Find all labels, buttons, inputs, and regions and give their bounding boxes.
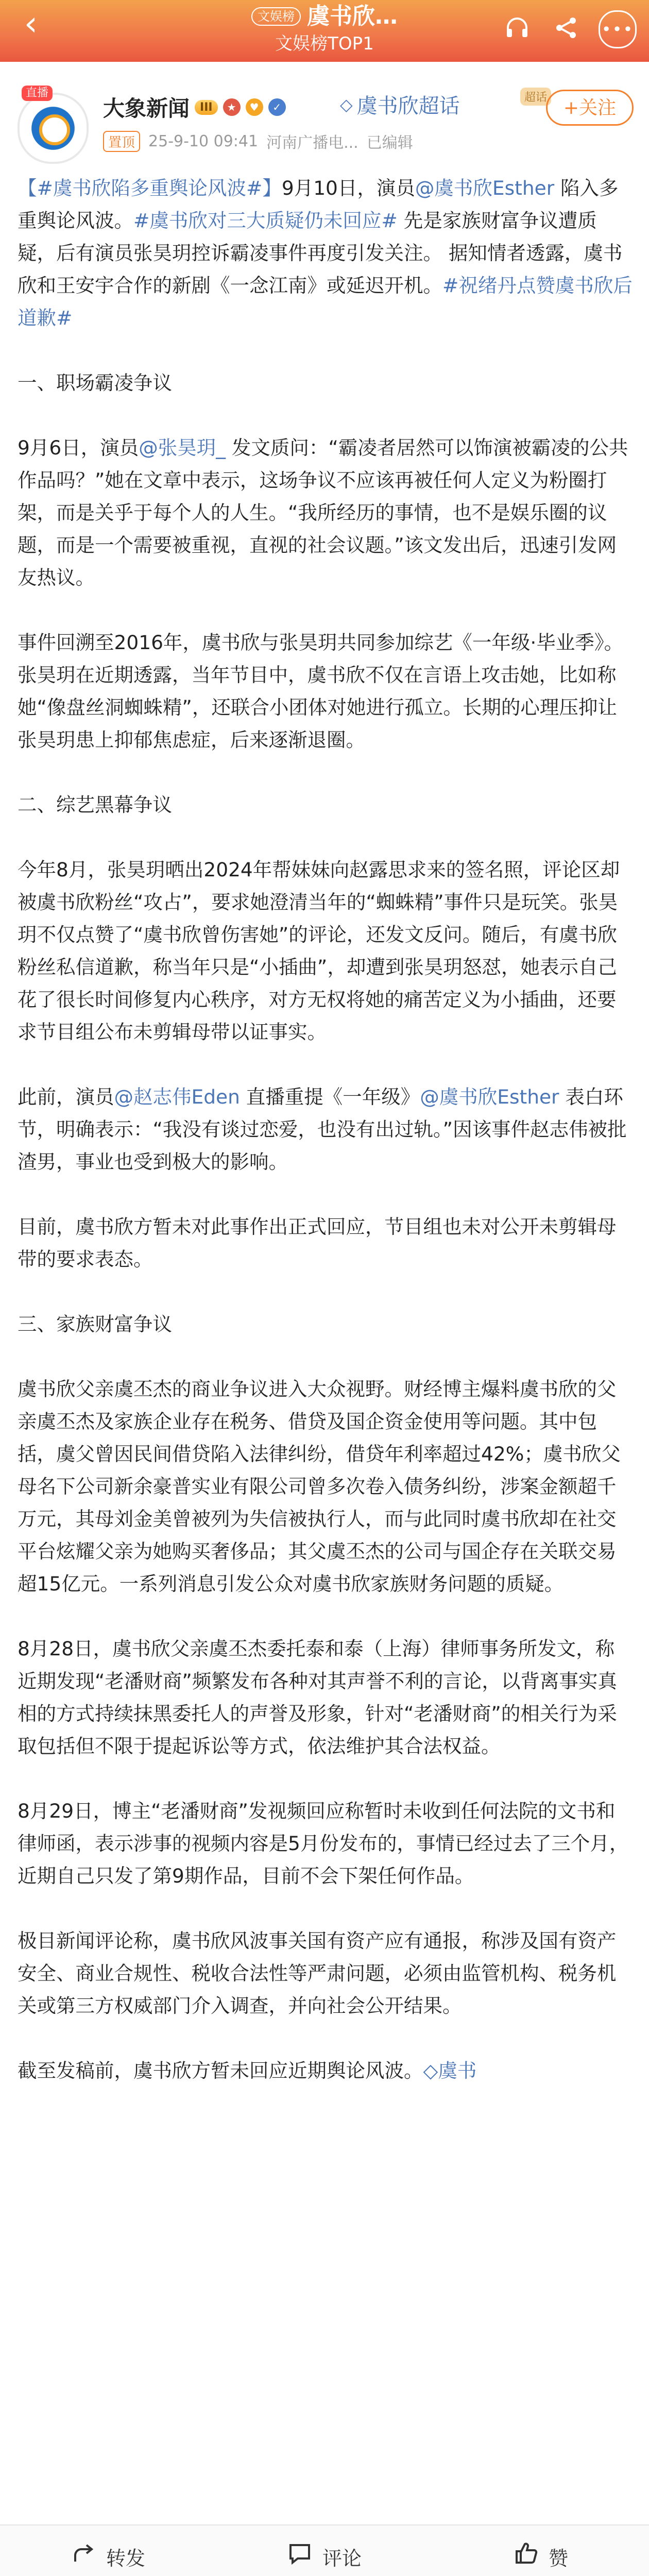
avatar[interactable] (18, 93, 89, 164)
rank-subtitle[interactable]: 文娱榜TOP1 (275, 33, 374, 54)
repost-button[interactable] (0, 2526, 216, 2576)
repost-icon (71, 2541, 96, 2572)
inline-link[interactable]: #虞书欣对三大质疑仍未回应# (133, 209, 398, 232)
inline-text: 发文质问：“霸凌者居然可以饰演被霸凌的公共作品吗？”她在文章中表示，这场争议不应该再被任何人定义为粉圈打架，而是关乎于每个人的人生。“我所经历的事情，也不是娱乐圈的议题，而是一个需要被重视，直视的社会议题。”该文发出后，迅速引发网友热议。 (18, 436, 628, 589)
fan-badge-icon: ♥ (246, 98, 263, 116)
inline-text: 此前，演员 (18, 1086, 114, 1108)
post-header (0, 67, 649, 170)
section-title-1: 一、职场霸凌争议 (18, 371, 172, 394)
level-badge: III (195, 100, 218, 115)
avatar-logo (39, 114, 70, 145)
paragraph-6: 虞书欣父亲虞丕杰的商业争议进入大众视野。财经博主爆料虞书欣的父亲虞丕杰及家族企业存在税务、借贷及国企资金使用等问题。其中包括，虞父曾因民间借贷陷入法律纠纷，借贷年利率超过42%；虞书欣父母名下公司新余豪普实业有限公司曾多次卷入债务纠纷，涉案金额超千万元，其母刘金美曾被列为失信被执行人，而与此同时虞书欣却在社交平台炫耀父亲为她购买奢侈品；其父虞丕杰的公司与国企存在关联交易超15亿元。一系列消息引发公众对虞书欣家族财务问题的质疑。 (18, 1378, 621, 1595)
share-icon[interactable] (549, 10, 584, 45)
listen-icon[interactable] (500, 10, 535, 45)
paragraph-5: 目前，虞书欣方暂未对此事作出正式回应，节目组也未对公开未剪辑母带的要求表态。 (18, 1215, 617, 1270)
paragraph-10 (18, 2055, 634, 2087)
inline-link[interactable]: @虞书欣Esther (420, 1086, 559, 1108)
page-title: 虞书欣… (307, 3, 398, 29)
edited-label: 已编辑 (366, 134, 413, 152)
author-name[interactable]: 大象新闻 (103, 96, 190, 121)
inline-link[interactable]: ◇虞书 (423, 2059, 477, 2082)
medal-icon: ★ (223, 98, 241, 116)
back-arrow-icon[interactable]: ‹ (24, 4, 38, 43)
paragraph-2: 事件回溯至2016年，虞书欣与张昊玥共同参加综艺《一年级·毕业季》。张昊玥在近期透露，当年节目中，虞书欣不仅在言语上攻击她，比如称她“像盘丝洞蜘蛛精”，还联合小团体对她进行孤立。长期的心理压抑让张昊玥患上抑郁焦虑症，后来逐渐退圈。 (18, 631, 624, 751)
follow-tag: 超话 (520, 88, 551, 106)
verified-icon: ✓ (268, 98, 286, 116)
post-body (18, 172, 634, 2087)
category-badge: 文娱榜 (251, 7, 301, 26)
section-title-3: 三、家族财富争议 (18, 1313, 172, 1335)
super-topic-icon: ◇ (340, 94, 353, 114)
inline-text: 9月10日，演员 (281, 177, 415, 199)
pinned-badge: 置顶 (103, 131, 140, 152)
inline-link[interactable]: @虞书欣Esther (415, 177, 555, 199)
bottom-action-bar (0, 2524, 649, 2576)
paragraph-3: 今年8月，张昊玥晒出2024年帮妹妹向赵露思求来的签名照，评论区却被虞书欣粉丝“攻占”，要求她澄清当年的“蜘蛛精”事件只是玩笑。张昊玥不仅点赞了“虞书欣曾伤害她”的评论，还发文反问。随后，有虞书欣粉丝私信道歉，称当年只是“小插曲”，却遭到张昊玥怒怼，她表示自己花了很长时间修复内心秩序，对方无权将她的痛苦定义为小插曲，还要求节目组公布未剪辑母带以证事实。 (18, 858, 620, 1043)
repost-label: 转发 (106, 2547, 145, 2570)
paragraph-9: 极目新闻评论称，虞书欣风波事关国有资产应有通报，称涉及国有资产安全、商业合规性、税收合法性等严肃问题，必须由监管机构、税务机关或第三方权威部门介入调查，并向社会公开结果。 (18, 1929, 617, 2017)
paragraph-4 (18, 1081, 634, 1178)
follow-button[interactable]: +关注 (546, 90, 634, 126)
inline-link[interactable]: 【#虞书欣陷多重舆论风波#】 (18, 177, 282, 199)
meta-row (103, 130, 413, 152)
title-area (196, 2, 453, 56)
like-icon (514, 2541, 538, 2572)
paragraph-7: 8月28日，虞书欣父亲虞丕杰委托泰和泰（上海）律师事务所发文，称近期发现“老潘财商”频繁发布各种对其声誉不利的言论，以背离事实真相的方式持续抹黑委托人的声誉及形象，针对“老潘财商”的相关行为采取包括但不限于提起诉讼等方式，依法维护其合法权益。 (18, 1637, 617, 1757)
super-topic-label: 虞书欣超话 (356, 94, 460, 118)
inline-text: 截至发稿前，虞书欣方暂未回应近期舆论风波。 (18, 2059, 423, 2082)
source: 河南广播电... (266, 134, 358, 152)
top-bar (0, 0, 649, 62)
inline-text: 9月6日，演员 (18, 436, 139, 459)
author-row (103, 92, 286, 123)
super-topic-link[interactable] (340, 90, 460, 119)
intro-paragraph (18, 172, 634, 334)
timestamp: 25-9-10 09:41 (148, 132, 259, 150)
inline-text: 陷入多重舆论风波。 (18, 177, 619, 232)
like-label: 赞 (548, 2547, 568, 2570)
comment-label: 评论 (322, 2547, 362, 2570)
section-title-2: 二、综艺黑幕争议 (18, 793, 172, 816)
inline-link[interactable]: #祝绪丹点赞虞书欣后道歉# (18, 274, 633, 329)
paragraph-8: 8月29日，博主“老潘财商”发视频回应称暂时未收到任何法院的文书和律师函，表示涉事的视频内容是5月份发布的，事情已经过去了三个月，近期自己只发了第9期作品，目前不会下架任何作品。 (18, 1800, 629, 1887)
inline-link[interactable]: @张昊玥_ (139, 436, 226, 459)
top-actions (500, 10, 637, 48)
inline-text: 表白环节，明确表示：“我没有谈过恋爱，也没有出过轨。”因该事件赵志伟被批渣男，事业也受到极大的影响。 (18, 1086, 627, 1173)
inline-text: 直播重提《一年级》 (240, 1086, 420, 1108)
inline-text: 先是家族财富争议遭质疑，后有演员张昊玥控诉霸凌事件再度引发关注。 据知情者透露，虞书欣和王安宇合作的新剧《一念江南》或延迟开机。 (18, 209, 623, 297)
comment-icon (287, 2541, 312, 2572)
inline-link[interactable]: @赵志伟Eden (114, 1086, 240, 1108)
comment-button[interactable] (216, 2526, 433, 2576)
paragraph-1 (18, 432, 634, 594)
live-badge: 直播 (22, 86, 53, 101)
like-button[interactable] (433, 2526, 649, 2576)
more-icon[interactable]: ••• (599, 10, 637, 48)
